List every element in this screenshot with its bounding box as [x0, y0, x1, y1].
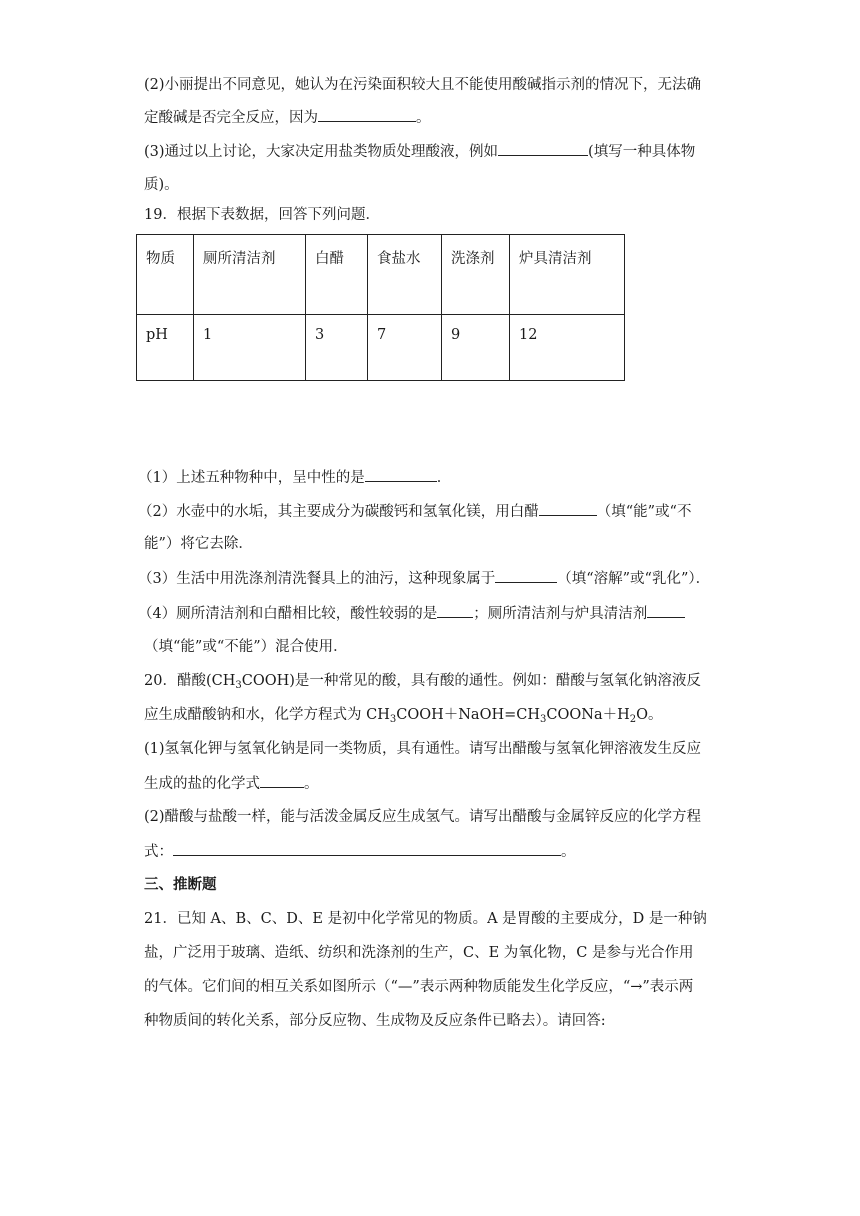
table-cell: 食盐水: [368, 235, 442, 315]
answer-blank[interactable]: [498, 141, 588, 156]
q20-part1-line1: (1)氢氧化钾与氢氧化钠是同一类物质，具有通性。请写出醋酸与氢氧化钾溶液发生反应: [144, 741, 702, 757]
answer-blank[interactable]: [437, 603, 473, 618]
table-cell: 厕所清洁剂: [194, 235, 306, 315]
table-cell: 12: [510, 315, 625, 381]
q19-sub4-line1: （4）厕所清洁剂和白醋相比较，酸性较弱的是 ；厕所清洁剂与炉具清洁剂: [138, 603, 685, 624]
table-cell: 洗涤剂: [442, 235, 510, 315]
q21-line4: 种物质间的转化关系，部分反应物、生成物及反应条件已略去）。请回答:: [144, 1013, 606, 1029]
answer-blank[interactable]: [495, 568, 557, 583]
q19-sub3: （3）生活中用洗涤剂清洗餐具上的油污，这种现象属于 （填“溶解”或“乳化”）．: [138, 568, 710, 589]
q20-stem-line1: 20．醋酸$(CH_3COOH)$是一种常见的酸，具有酸的通性。例如：醋酸与氢氧化钠溶液反: [144, 673, 701, 691]
answer-blank[interactable]: [173, 841, 561, 856]
q19-sub1: （1）上述五种物种中，呈中性的是 ．: [138, 467, 451, 488]
answer-blank[interactable]: [318, 107, 416, 122]
q20-part2-line1: (2)醋酸与盐酸一样，能与活泼金属反应生成氢气。请写出醋酸与金属锌反应的化学方程: [144, 809, 702, 825]
table-cell: 物质: [137, 235, 194, 315]
q19-sub4-line2: （填“能”或“不能”）混合使用．: [144, 639, 348, 655]
q19-sub2-line1: （2）水壶中的水垢，其主要成分为碳酸钙和氢氧化镁，用白醋 （填“能”或“不: [138, 501, 691, 522]
table-row-header: [137, 235, 625, 315]
ph-table: [136, 234, 625, 381]
answer-blank[interactable]: [647, 603, 685, 618]
table-cell: 1: [194, 315, 306, 381]
q20-part2-line2: 式： 。: [144, 841, 576, 862]
answer-blank[interactable]: [539, 501, 597, 516]
table-cell: 3: [306, 315, 368, 381]
q21-line1: 21．已知 A、B、C、D、E 是初中化学常见的物质。A 是胃酸的主要成分，D 是一种钠: [144, 911, 707, 927]
answer-blank[interactable]: [365, 467, 437, 482]
answer-blank[interactable]: [260, 773, 304, 788]
q18-part2-line1: (2)小丽提出不同意见，她认为在污染面积较大且不能使用酸碱指示剂的情况下，无法确: [144, 77, 702, 93]
q21-line2: 盐，广泛用于玻璃、造纸、纺织和洗涤剂的生产，C、E 为氧化物，C 是参与光合作用: [144, 945, 694, 961]
q20-part1-line2: 生成的盐的化学式 。: [144, 773, 319, 794]
q19-stem: 19．根据下表数据，回答下列问题．: [144, 207, 380, 223]
q18-part3-line1: (3)通过以上讨论，大家决定用盐类物质处理酸液，例如 (填写一种具体物: [144, 141, 695, 162]
q19-sub2-line2: 能”）将它去除．: [144, 536, 253, 552]
q21-line3: 的气体。它们间的相互关系如图所示（“—”表示两种物质能发生化学反应，“→”表示两: [144, 979, 694, 995]
table-cell: 9: [442, 315, 510, 381]
table-row-ph: [137, 315, 625, 381]
table-cell: 炉具清洁剂: [510, 235, 625, 315]
table-cell: pH: [137, 315, 194, 381]
q20-stem-line2: 应生成醋酸钠和水，化学方程式为 $CH_3COOH+NaOH=CH_3COONa+H_2O$。: [144, 707, 663, 725]
table-cell: 7: [368, 315, 442, 381]
q18-part2-line2: 定酸碱是否完全反应，因为 。: [144, 107, 431, 128]
table-cell: 白醋: [306, 235, 368, 315]
section-title: 三、推断题: [144, 876, 217, 893]
q18-part3-line2: 质)。: [144, 177, 179, 193]
